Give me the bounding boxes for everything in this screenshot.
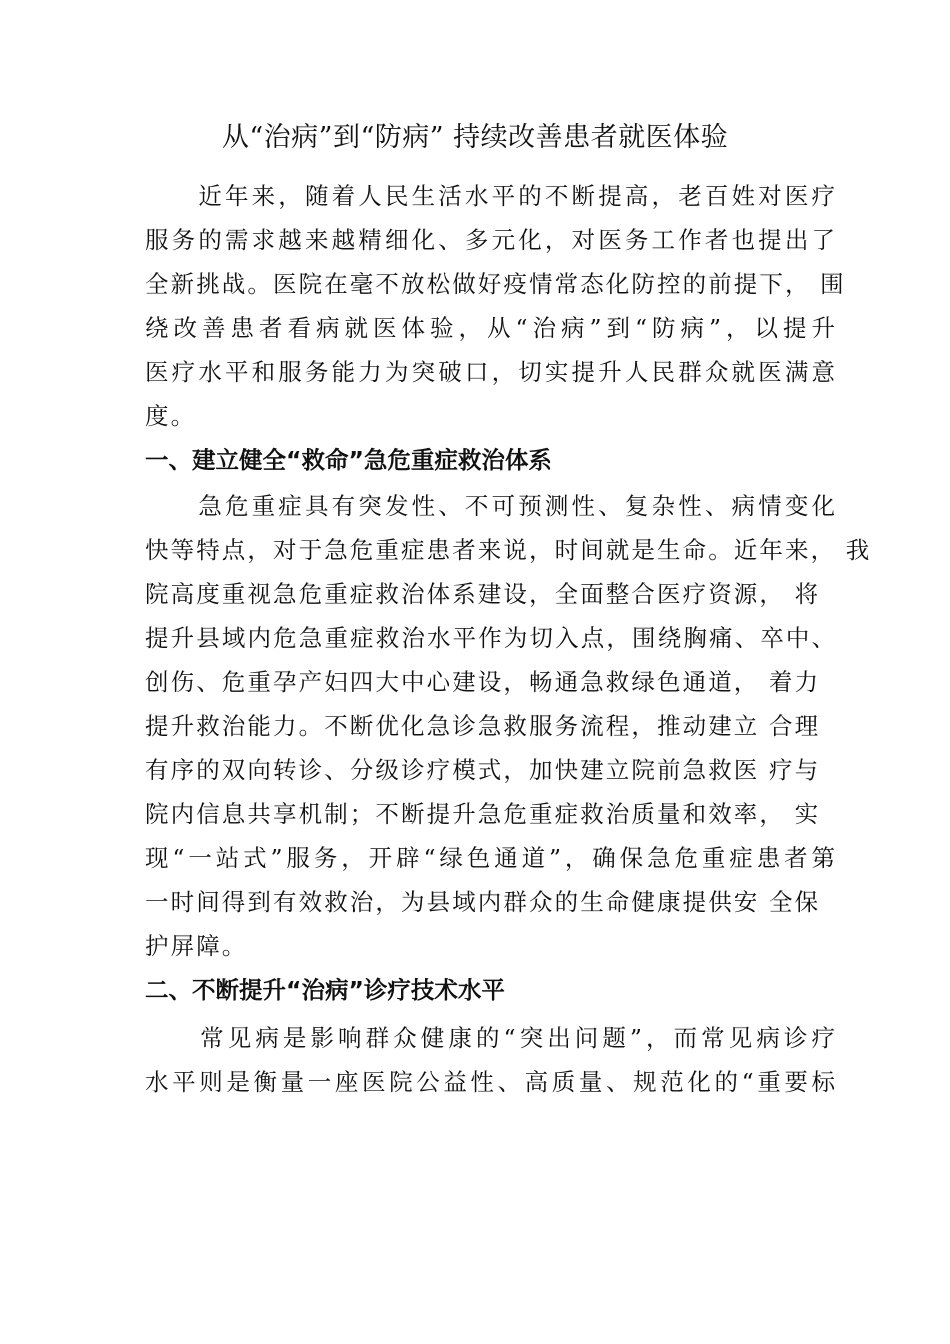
body-line: 创伤、危重孕产妇四大中心建设，畅通急救绿色通道， 着力 (145, 668, 821, 696)
body-line: 院内信息共享机制；不断提升急危重症救治质量和效率， 实 (145, 800, 821, 828)
body-line: 护屏障。 (145, 932, 248, 960)
body-line: 一时间得到有效救治，为县域内群众的生命健康提供安 全保 (145, 888, 821, 916)
section-heading: 二、不断提升“治病”诊疗技术水平 (145, 976, 505, 1004)
body-line: 现“一站式”服务，开辟“绿色通道”，确保急危重症患者第 (145, 844, 835, 872)
body-line: 提升县域内危急重症救治水平作为切入点，围绕胸痛、卒中、 (145, 624, 835, 652)
body-line: 急危重症具有突发性、不可预测性、复杂性、病情变化 (145, 492, 835, 520)
body-line: 有序的双向转诊、分级诊疗模式，加快建立院前急救医 疗与 (145, 756, 821, 784)
intro-line: 医疗水平和服务能力为突破口，切实提升人民群众就医满意 (145, 358, 835, 386)
intro-line: 度。 (145, 402, 197, 430)
body-line: 常见病是影响群众健康的“突出问题”，而常见病诊疗 (145, 1024, 835, 1052)
body-line: 提升救治能力。不断优化急诊急救服务流程，推动建立 合理 (145, 712, 821, 740)
intro-line: 服务的需求越来越精细化、多元化，对医务工作者也提出了 (145, 226, 835, 254)
body-line: 快等特点，对于急危重症患者来说，时间就是生命。近年来， 我 (145, 536, 872, 564)
intro-line: 全新挑战。医院在毫不放松做好疫情常态化防控的前提下， 围 (145, 270, 846, 298)
body-line: 水平则是衡量一座医院公益性、高质量、规范化的“重要标 (145, 1068, 835, 1096)
intro-line: 近年来，随着人民生活水平的不断提高，老百姓对医疗 (145, 182, 835, 210)
document-title: 从“治病”到“防病” 持续改善患者就医体验 (221, 122, 729, 153)
body-line: 院高度重视急危重症救治体系建设，全面整合医疗资源， 将 (145, 580, 821, 608)
intro-line: 绕改善患者看病就医体验，从“治病”到“防病”，以提升 (145, 314, 835, 342)
section-heading: 一、建立健全“救命”急危重症救治体系 (145, 446, 552, 474)
